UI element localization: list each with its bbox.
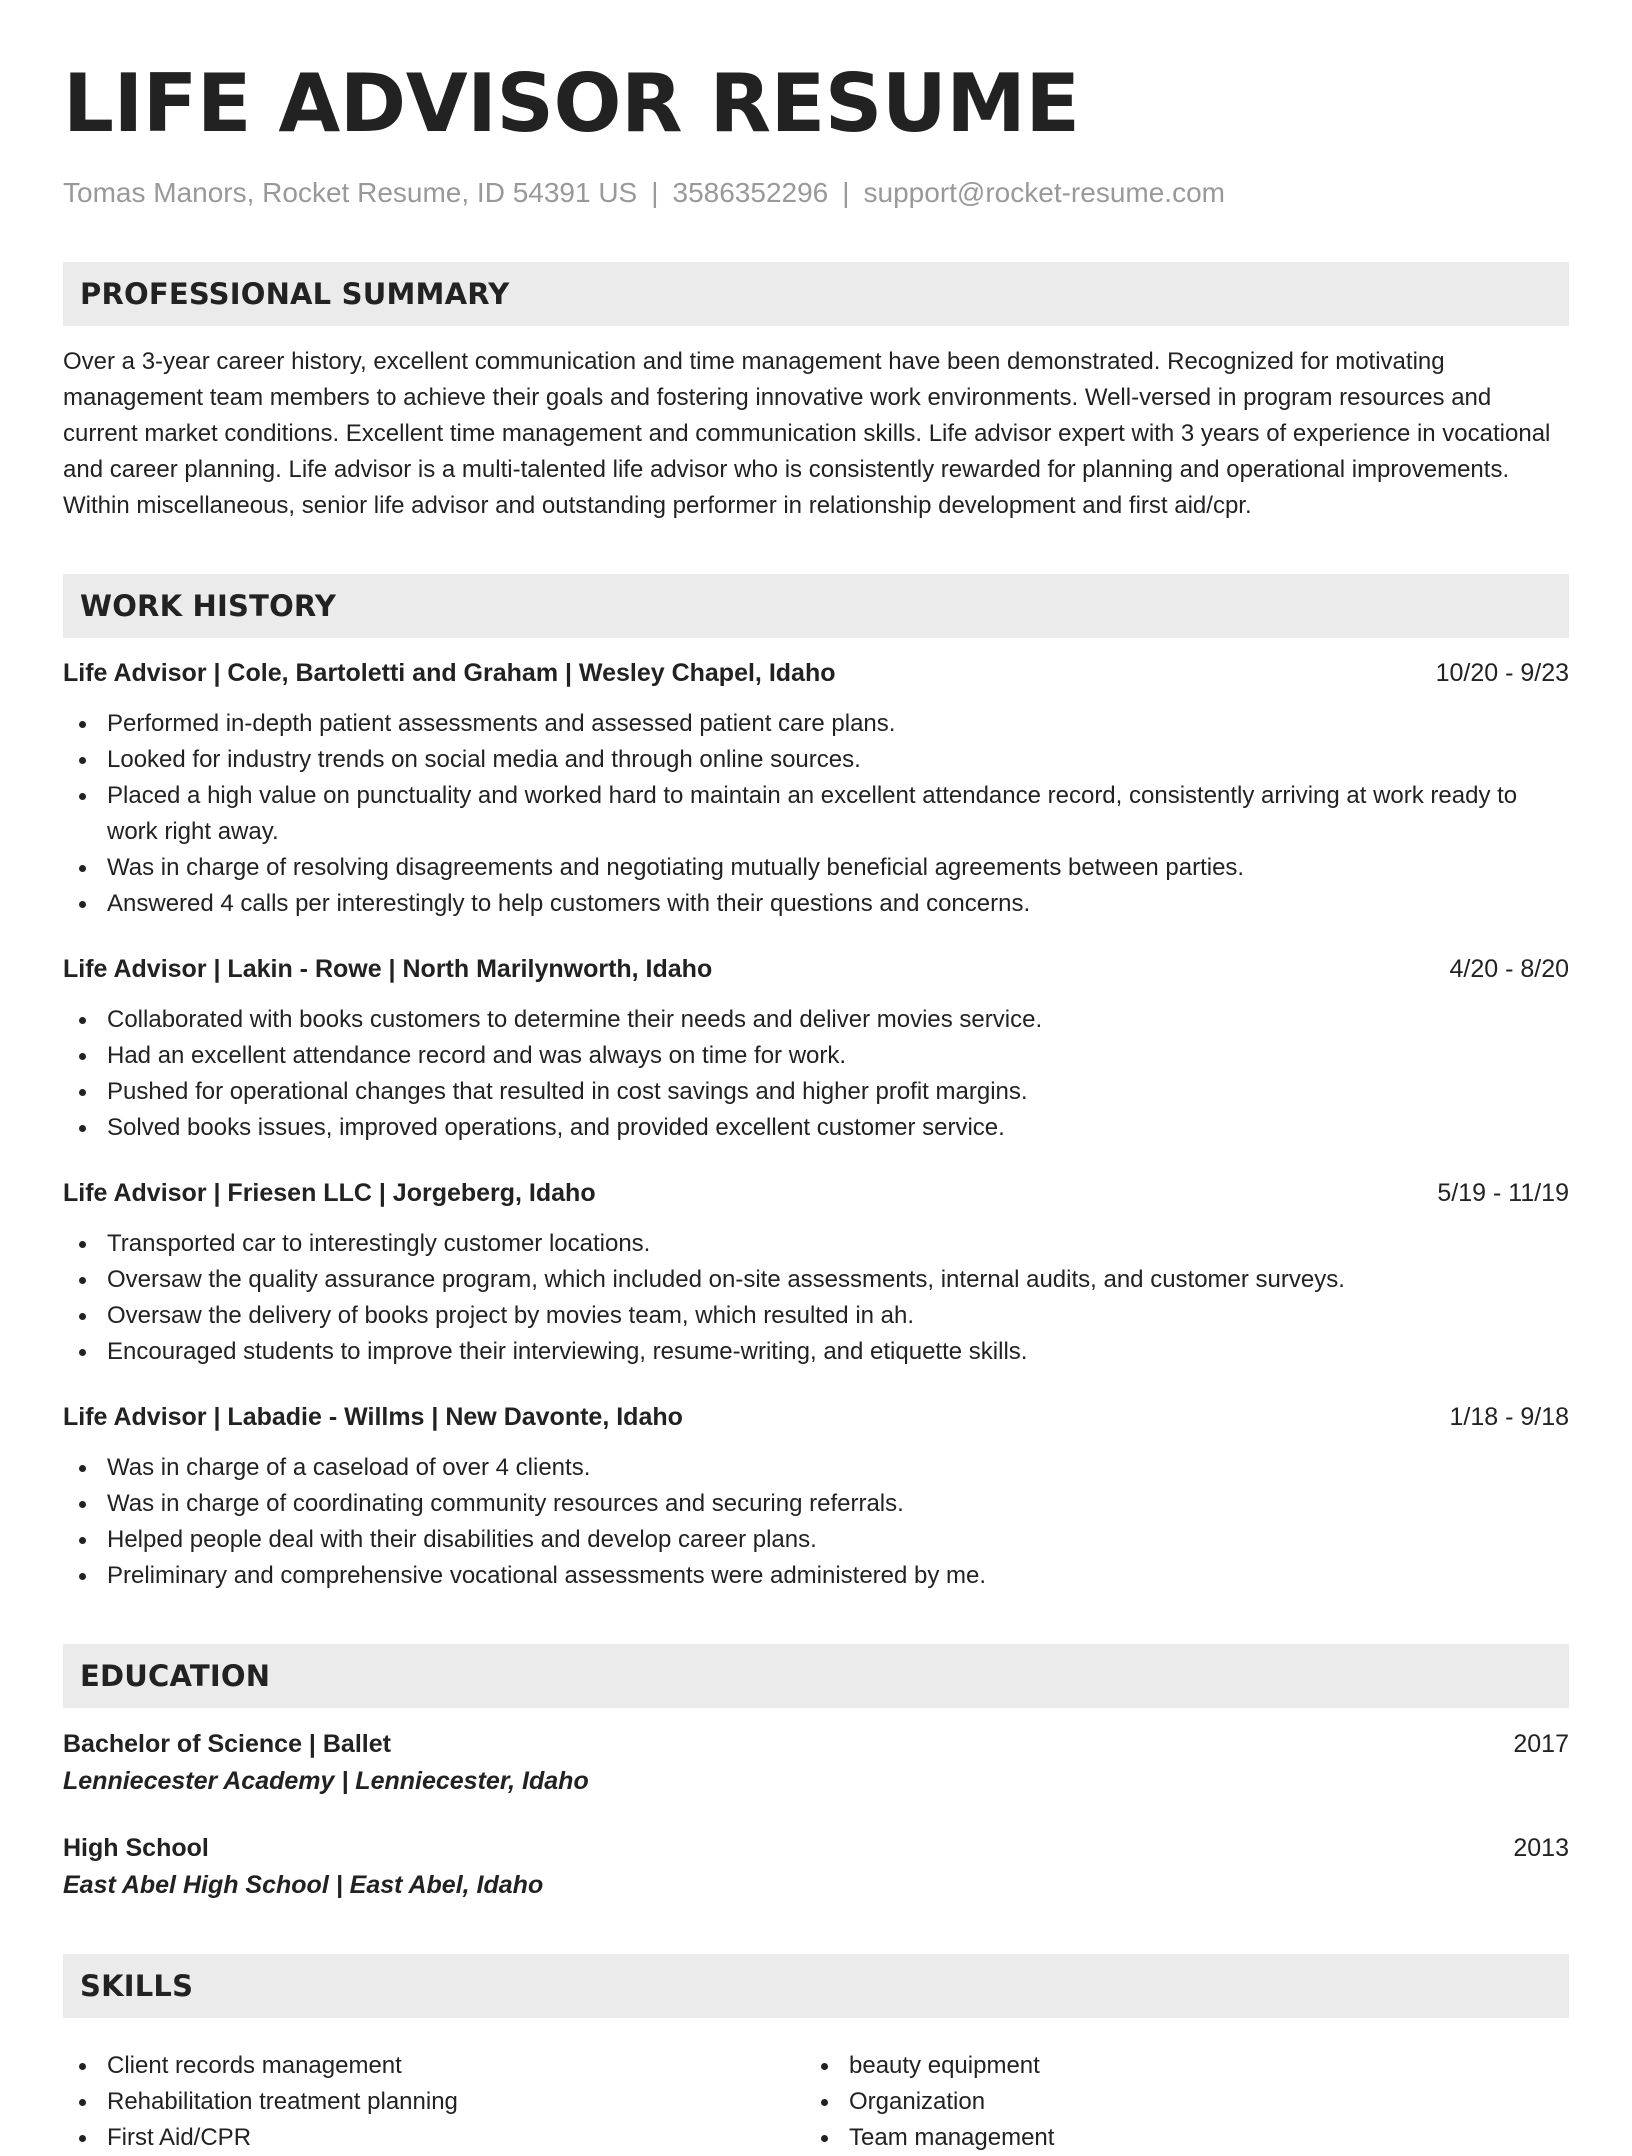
skills-column-right — [805, 2048, 1054, 2156]
education-degree: High School — [63, 1834, 209, 1862]
skill-item: Organization — [805, 2084, 1054, 2120]
job-bullets — [63, 1002, 1569, 1146]
job-entry — [63, 952, 1569, 1146]
job-dates: 4/20 - 8/20 — [1449, 955, 1569, 983]
contact-address: Tomas Manors, Rocket Resume, ID 54391 US — [63, 177, 638, 208]
job-bullets — [63, 1226, 1569, 1370]
job-header — [63, 1176, 1569, 1210]
skills-heading: SKILLS — [80, 1969, 194, 2003]
job-bullets — [63, 1450, 1569, 1594]
summary-heading: PROFESSIONAL SUMMARY — [80, 277, 510, 311]
contact-email: support@rocket-resume.com — [863, 177, 1225, 208]
job-bullet: Looked for industry trends on social media and through online sources. — [63, 742, 1569, 778]
job-bullet: Oversaw the quality assurance program, which included on-site assessments, internal audits, and customer surveys. — [63, 1262, 1569, 1298]
summary-text: Over a 3-year career history, excellent communication and time management have been demonstrated. Recognized for motivating management team members to achieve their goals and fostering innovative work environments. Well-versed in program resources and current market conditions. Excellent time management and communication skills. Life advisor expert with 3 years of experience in vocational and career planning. Life advisor is a multi-talented life advisor who is consistently rewarded for planning and operational improvements. Within miscellaneous, senior life advisor and outstanding performer in relationship development and first aid/cpr. — [63, 348, 1551, 519]
summary-section-header — [63, 262, 1569, 326]
job-bullet: Oversaw the delivery of books project by movies team, which resulted in ah. — [63, 1298, 1569, 1334]
education-section-header — [63, 1644, 1569, 1708]
education-school: East Abel High School | East Abel, Idaho — [63, 1871, 544, 1899]
job-bullet: Pushed for operational changes that resulted in cost savings and higher profit margins. — [63, 1074, 1569, 1110]
job-bullet: Helped people deal with their disabilities and develop career plans. — [63, 1522, 1569, 1558]
job-bullet: Had an excellent attendance record and was always on time for work. — [63, 1038, 1569, 1074]
contact-phone: 3586352296 — [672, 177, 829, 208]
job-dates: 1/18 - 9/18 — [1449, 1403, 1569, 1431]
job-dates: 5/19 - 11/19 — [1437, 1179, 1569, 1207]
job-bullet: Encouraged students to improve their interviewing, resume-writing, and etiquette skills. — [63, 1334, 1569, 1370]
contact-separator: | — [651, 177, 659, 208]
job-bullet: Answered 4 calls per interestingly to help customers with their questions and concerns. — [63, 886, 1569, 922]
job-bullet: Collaborated with books customers to determine their needs and deliver movies service. — [63, 1002, 1569, 1038]
job-bullet: Preliminary and comprehensive vocational assessments were administered by me. — [63, 1558, 1569, 1594]
job-bullet: Transported car to interestingly customer locations. — [63, 1226, 1569, 1262]
education-entry — [63, 1830, 1569, 1904]
job-bullet: Placed a high value on punctuality and worked hard to maintain an excellent attendance record, consistently arriving at work ready to work right away. — [63, 778, 1569, 850]
job-bullet: Was in charge of resolving disagreements and negotiating mutually beneficial agreements between parties. — [63, 850, 1569, 886]
education-degree: Bachelor of Science | Ballet — [63, 1730, 391, 1758]
work-heading: WORK HISTORY — [80, 589, 337, 623]
job-title: Life Advisor | Cole, Bartoletti and Graham | Wesley Chapel, Idaho — [63, 659, 836, 687]
job-bullet: Performed in-depth patient assessments and assessed patient care plans. — [63, 706, 1569, 742]
education-header — [63, 1726, 1569, 1762]
education-school: Lenniecester Academy | Lenniecester, Idaho — [63, 1767, 589, 1795]
job-title: Life Advisor | Labadie - Willms | New Davonte, Idaho — [63, 1403, 683, 1431]
job-header — [63, 656, 1569, 690]
job-bullet: Solved books issues, improved operations, and provided excellent customer service. — [63, 1110, 1569, 1146]
job-entry — [63, 1176, 1569, 1370]
job-bullet: Was in charge of a caseload of over 4 clients. — [63, 1450, 1569, 1486]
job-bullet: Was in charge of coordinating community resources and securing referrals. — [63, 1486, 1569, 1522]
job-title: Life Advisor | Lakin - Rowe | North Marilynworth, Idaho — [63, 955, 713, 983]
education-header — [63, 1830, 1569, 1866]
skill-item: Rehabilitation treatment planning — [63, 2084, 805, 2120]
skills-list — [63, 2032, 1569, 2156]
job-dates: 10/20 - 9/23 — [1435, 659, 1569, 687]
job-header — [63, 952, 1569, 986]
skill-item: First Aid/CPR — [63, 2120, 805, 2156]
job-bullets — [63, 706, 1569, 922]
education-heading: EDUCATION — [80, 1659, 271, 1693]
skill-item: Client records management — [63, 2048, 805, 2084]
contact-separator: | — [842, 177, 850, 208]
job-entry — [63, 656, 1569, 922]
education-entry — [63, 1726, 1569, 1800]
education-year: 2013 — [1513, 1834, 1569, 1862]
skills-section-header — [63, 1954, 1569, 2018]
skill-item: Team management — [805, 2120, 1054, 2156]
contact-line — [63, 176, 1569, 210]
education-year: 2017 — [1513, 1730, 1569, 1758]
job-title: Life Advisor | Friesen LLC | Jorgeberg, Idaho — [63, 1179, 596, 1207]
resume-title: LIFE ADVISOR RESUME — [63, 57, 1080, 150]
skill-item: beauty equipment — [805, 2048, 1054, 2084]
work-section-header — [63, 574, 1569, 638]
skills-column-left — [63, 2048, 805, 2156]
job-entry — [63, 1400, 1569, 1594]
job-header — [63, 1400, 1569, 1434]
